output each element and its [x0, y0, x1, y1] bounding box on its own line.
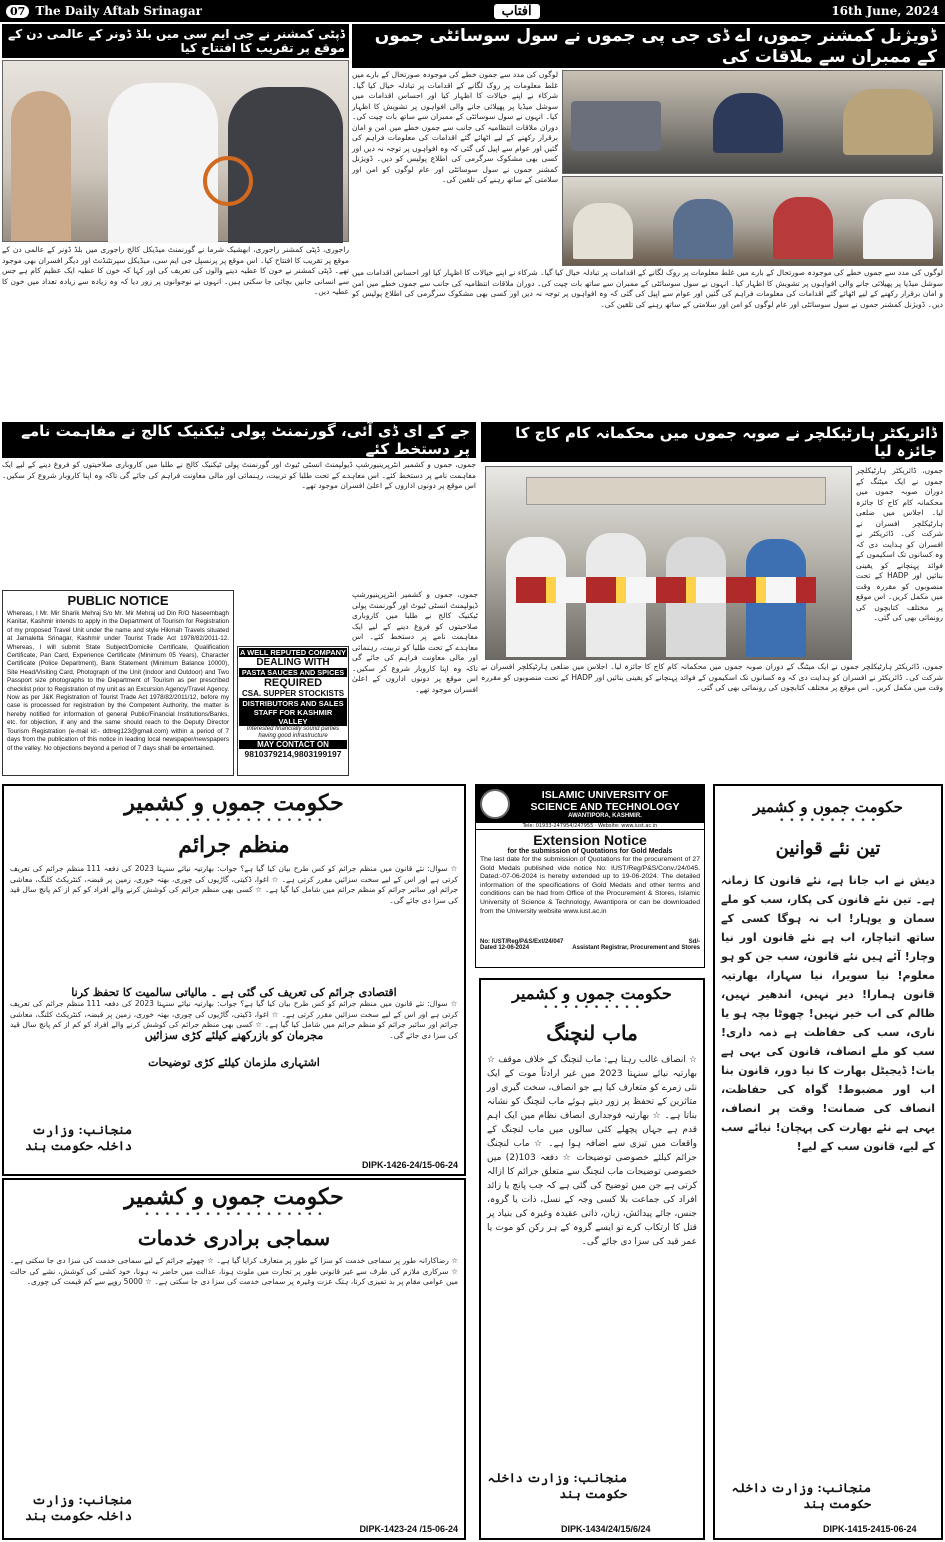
story1-photo-bottom — [562, 176, 943, 266]
govt4-dots: • • • • • • • • • • — [779, 816, 877, 826]
public-notice — [2, 590, 234, 776]
govt1-body: ☆ سوال: نئے قانون میں منظم جرائم کو کس طرح بیان کیا گیا ہے؟ جواب: بھارتیہ نیائے سنہتا 2023 کی دفعہ 111 منظم جرائم کی تعریف کرتی ہے اور اس کے لیے سخت سزائیں مقرر کرتی ہے۔ ☆ اغوا، ڈکیتی، گاڑیوں کی چوری، بھتہ خوری، زمین پر قبضہ، کنٹریکٹ کلنگ، معاشی جرائم اور سائبر جرائم کو منظم جرائم میں شامل کیا گیا ہے۔ ☆ کسی بھی منظم جرائم کی کوشش کرنے والے افراد کو کم از کم پانچ سال قید کی سزا دی جائے گی۔ — [10, 864, 458, 905]
govt-ad-mob-lynching — [479, 978, 705, 1540]
story2-photo — [2, 60, 349, 242]
govt3-title: حکومت جموں و کشمیر — [512, 984, 672, 1003]
iust-signer: Assistant Registrar, Procurement and Stores — [572, 945, 700, 951]
story1-headline: ڈویژنل کمشنر جموں، اے ڈی جی پی جموں نے سول سوسائٹی جموں کے ممبران سے ملاقات کی — [352, 24, 945, 68]
story2-headline: ڈپٹی کمشنر نے جی ایم سی میں بلڈ ڈونر کے عالمی دن کے موقع پر تقریب کا افتتاح کیا — [2, 24, 349, 58]
govt1-signature: منجانب: وزارت داخلہ حکومت ہند — [25, 1123, 132, 1153]
iust-title: Extension Notice — [533, 832, 647, 848]
issue-date: 16th June, 2024 — [831, 4, 939, 18]
public-notice-body: Whereas, I Mr. Mir Sharik Mehraj S/o Mr. Mir Mehraj ud Din R/O Naseembagh Kanitar, Kashmir intends to apply in the Department of Tourism for Registration of my proposed Travel Unit under the name and style Hikmah Travels situated at Jamaletta Srinagar, Kashmir under Tourist Trade Act 1978/82/2011-12. Whereas, I will submit State Subject/Domicile Certificate, Qualification Certificate, Pan Card, Experience Certificate (Minimum 05 Years), Character Certificate (Police Department), Bank Statement (Minimum Balance 10000), Site Head/Visiting Card, Photograph of the Unit (Indoor and Outdoor) and Two Passport size photographs to the Department of Tourism as per prescribed checklist prior to Registration of my unit as an Excursion Agency/Travel Agency. Now as per J&K Registration of Tourist Trade Act 1978/82/2011/12, before my case is processed for registration by the Competent Authority, the matter is hereby notified for information of general Public/Financial Institutions/Banks, etc. for objection, if any and the same should reach to the Deputy Director Tourism Registration (e-mail id:- ddtreg123@gmail.com) within a period of 7 days from the publication of this notice in leading local newspaper/newspapers of the valley. No objections beyond a period of 7 days shall be entertained. — [7, 610, 229, 752]
govt2-signature: منجانب: وزارت داخلہ حکومت ہند — [25, 1493, 132, 1523]
govt3-body: ☆ انصاف غالب رہتا ہے: ماب لنچنگ کے خلاف موقف ☆ بھارتیہ نیائے سنہتا 2023 میں غیر ارادتاً موت کے ایک نئی زمرے کو متعارف کیا ہے جو انصاف، سخت گیری اور متاثرین کے تحفظ پر زور دیتے ہوئے ماب لنچنگ کو نشانہ بناتا ہے۔ ☆ بھارتیہ فوجداری انصاف نظام میں ایک اہم قدم ہے جہاں پچھلے کئی سالوں میں ماب لنچنگ کے واقعات میں تیزی سے اضافہ ہوا ہے۔ ☆ ماب لنچنگ جرائم کیلئے خصوصی توضیحات ☆ دفعہ 103(2) میں خصوصی توضیحات ماب لنچنگ سے متعلق جرائم کا ازالہ کرتی ہے جن میں توضیح کی گئی ہے کہ جب پانچ یا زائد افراد کی جماعت بلا کسی وجہ کے نسل، ذات یا گروہ، جنس، جائے پیدائش، زبان، ذاتی عقیدہ وغیرہ کی بنیاد پر قتل کا ارتکاب کرے تو ایسے گروہ کے ہر رکن کو موت یا عمر قید کی سزا دی جائے گی۔ — [487, 1055, 697, 1247]
iust-contact: Tele: 01933-247954/247955 · Website: www.iust.ac.in — [476, 823, 704, 830]
story2-body: راجوری، ڈپٹی کمشنر راجوری، ابھشیک شرما نے گورنمنٹ میڈیکل کالج راجوری میں بلڈ ڈونر کے عالمی دن کے موقع پر تقریب کا افتتاح کیا۔ اس موقع پر پرنسپل جی ایم سی، میڈیکل سپرنٹنڈنٹ اور دیگر افسران بھی موجود تھے۔ ڈپٹی کمشنر نے خون کا عطیہ دینے والوں کی تعریف کی اور کہا کہ خون کا عطیہ ایک عظیم کام ہے جس سے انسانی جانیں بچائی جا سکتی ہیں۔ انہوں نے نوجوانوں پر زور دیا کہ وہ زیادہ سے زیادہ تعداد میں خون کا عطیہ دیں۔ — [2, 245, 349, 296]
ad-line7: Interested financially sound parties having good infrastructure — [246, 726, 340, 739]
ad-contact: MAY CONTACT ON — [239, 740, 347, 749]
govt-ad-three-new-laws — [713, 784, 943, 1540]
govt1-subtitle: منظم جرائم — [178, 832, 290, 858]
govt4-subtitle: تین نئے قوانین — [775, 838, 881, 859]
govt4-code: DIPK-1415-2415-06-24 — [823, 1524, 917, 1534]
paper-name: The Daily Aftab Srinagar — [35, 4, 202, 18]
company-ad — [237, 646, 349, 776]
story3-photo — [485, 466, 852, 660]
ad-line6: STAFF FOR KASHMIR VALLEY — [239, 708, 347, 726]
govt1-sub3: اشتہاری ملزمان کیلئے کڑی توضیحات — [148, 1056, 320, 1069]
govt2-body: ☆ رضاکارانہ طور پر سماجی خدمت کو سزا کے طور پر متعارف کرایا گیا ہے۔ ☆ چھوٹے جرائم کے لیے سماجی خدمت کی سزا دی جا سکتی ہے۔ ☆ سرکاری ملازم کی طرف سے غیر قانونی طور پر تجارت میں ملوث ہونا، عدالت میں حاضر نہ ہونا، خود کشی کی کوشش، نشے کی حالت میں عوامی مقام پر بد تمیزی کرنا، ہتک عزت وغیرہ پر سماجی خدمت کی سزا دی جا سکتی ہے۔ ☆ 5000 روپے سے کم قیمت کی چوری۔ — [10, 1256, 458, 1286]
story3-headline: ڈائریکٹر ہارٹیکلچر نے صوبہ جموں میں محکمانہ کام کاج کا جائزہ لیا — [481, 422, 943, 462]
ad-line5: DISTRIBUTORS AND SALES — [239, 699, 347, 708]
ad-phone: 9810379214,9803199197 — [244, 749, 342, 759]
masthead-bar — [0, 0, 945, 22]
govt3-signature: منجانب: وزارت داخلہ حکومت ہند — [487, 1471, 627, 1501]
govt2-subtitle: سماجی برادری خدمات — [137, 1226, 331, 1250]
story4-headline: جے کے ای ڈی آئی، گورنمنٹ پولی ٹیکنیک کالج نے مفاہمت نامے پر دستخط کئے — [2, 422, 476, 458]
govt2-title: حکومت جموں و کشمیر — [124, 1184, 344, 1210]
ad-line3: REQUIRED — [263, 677, 323, 689]
govt3-subtitle: ماب لنچنگ — [546, 1021, 638, 1045]
govt4-title: حکومت جموں و کشمیر — [753, 798, 903, 816]
govt2-dots: • • • • • • • • • • • • • • • • • • — [144, 1210, 324, 1220]
ad-line4: CSA. SUPPER STOCKISTS — [239, 689, 347, 699]
govt4-signature: منجانب: وزارت داخلہ حکومت ہند — [731, 1481, 871, 1511]
story4-body-col2: جموں، جموں و کشمیر انٹرپرینیورشپ ڈیولپمنٹ انسٹی ٹیوٹ اور گورنمنٹ پولی ٹیکنیک کالج نے طلبا میں کاروباری صلاحیتوں کو فروغ دینے کے لیے ایک مفاہمت نامے پر دستخط کئے۔ اس معاہدے کے تحت طلبا کو تربیت، رہنمائی اور مالی معاونت فراہم کی جائے گی تاکہ وہ اپنا کاروبار شروع کر سکیں۔ اس موقع پر دونوں اداروں کے اعلیٰ افسران موجود تھے۔ — [352, 590, 478, 694]
iust-name1: ISLAMIC UNIVERSITY OF — [541, 789, 669, 801]
story1-body-col2: لوگوں کی مدد سے جموں خطے کی موجودہ صورتحال کے بارے میں غلط معلومات پر روک لگانے کے اقدامات پر تبادلہ خیال کیا گیا۔ شرکاء نے اپنے خیالات کا اظہار کیا اور احساس اقدامات میں سوشل میڈیا پر پھیلائی جانے والی افواہوں پر تشویش کا اظہار کیا۔ انہوں نے سول سوسائٹی کے ممبران سے ساتھ بات چیت کی۔ دوران ملاقات انتظامیہ کی جانب سے جموں خطے میں امن و امان برقرار رکھنے کے لیے اٹھائے گئے اقدامات کی معلومات فراہم کی گئیں اور عوام سے اپیل کی گئی کہ وہ افواہوں پر توجہ نہ دیں اور کسی بھی مشکوک سرگرمی کی اطلاع پولیس کو دیں۔ ڈویژنل کمشنر جموں نے سول سوسائٹی اور عام لوگوں کو امن اور سلامتی کے ساتھ رہنے کی تلقین کی۔ — [352, 268, 943, 309]
govt4-body: دیش نے اب جانا ہے، نئے قانون کا زمانہ ہے۔ تین نئے قانون کی پکار، سب کو ملے سمان و یوہار! اب نہ ہوگا کسی کے ساتھ اتیاچار، اب ہے نئے قانون اور نیا وچار! آئے ہیں نئے قانون، سب جن کو ہو معلوم! نیا سویرا، نیا سہارا، بھارتیہ قانون ہمارا! دیر نہیں، اندھیر نہیں، ظالم کی اب خیر نہیں! چھوٹا بچہ ہو یا ناری، سب کی حفاظت ہے ذمہ داری! سب کو ملے انصاف، قانون کی یہی ہے بات! ڈیجیٹل بھارت کا نیا دور، قانون بنا اب اور مضبوط! گواہ کی حفاظت، انصاف کی ضمانت! وقت پر انصاف، یہی ہے نئے بھارت کی پہچان! نیائے سب کے لیے، قانون سب کے لیے! — [721, 874, 935, 1153]
iust-body: The last date for the submission of Quotations for the procurement of 27 Gold Medals published vide notice No: IUST/Reg/P&S/Conv./24/045. Dated:-07-06-2024 is hereby extended up to 19-06-2024. The detailed information of the specifications of Gold Medals and other terms and conditions can be had from Office of the Procurement & Stores, Islamic University of Science & Technology, Awantipora or can be downloaded from the University website www.iust.ac.in — [480, 856, 700, 915]
public-notice-title: PUBLIC NOTICE — [67, 593, 169, 608]
govt1-sub2: مجرمان کو بازرکھنے کیلئے کڑی سزائیں — [144, 1029, 324, 1042]
iust-place: AWANTIPORA, KASHMIR. — [568, 813, 642, 819]
story3-body-col1: جموں، ڈائریکٹر ہارٹیکلچر جموں نے ایک میٹنگ کے دوران صوبہ جموں میں محکمانہ کام کاج کا جائزہ لیا۔ اجلاس میں ضلعی ہارٹیکلچر افسران نے شرکت کی۔ ڈائریکٹر نے افسران کو ہدایت دی کہ وہ کسانوں تک اسکیموں کے فوائد پہنچانے کو یقینی بنائیں اور HADP کے تحت منصوبوں کو مقررہ وقت میں مکمل کریں۔ اس موقع پر مختلف کتابچوں کی رونمائی بھی کی گئی۔ — [856, 466, 943, 622]
page-number: 07 — [6, 5, 29, 18]
story3-body-col2: جموں، ڈائریکٹر ہارٹیکلچر جموں نے ایک میٹنگ کے دوران صوبہ جموں میں محکمانہ کام کاج کا جائزہ لیا۔ اجلاس میں ضلعی ہارٹیکلچر افسران نے شرکت کی۔ ڈائریکٹر نے افسران کو ہدایت دی کہ وہ کسانوں تک اسکیموں کے فوائد پہنچانے کو یقینی بنائیں اور HADP کے تحت منصوبوں کو مقررہ وقت میں مکمل کریں۔ اس موقع پر مختلف کتابچوں کی رونمائی بھی کی گئی۔ — [481, 662, 943, 692]
govt1-title: حکومت جموں و کشمیر — [124, 790, 344, 816]
govt-ad-organised-crime — [2, 784, 466, 1176]
iust-subtitle: for the submission of Quotations for Gold Medals — [507, 848, 673, 855]
iust-ref: No: IUST/Reg/P&S/Ext/24/047 — [480, 939, 564, 945]
paper-logo: آفتاب — [494, 4, 540, 19]
iust-extension-notice — [475, 784, 705, 968]
story1-photo-top — [562, 70, 943, 174]
govt3-dots: • • • • • • • • • • — [543, 1003, 641, 1013]
iust-date: Dated 12-06-2024 — [480, 945, 530, 951]
govt-ad-community-service — [2, 1178, 466, 1540]
ad-line1: DEALING WITH — [256, 657, 330, 668]
university-seal-icon — [480, 789, 510, 819]
govt2-code: DIPK-1423-24 /15-06-24 — [359, 1524, 458, 1534]
govt1-sub1: اقتصادی جرائم کی تعریف کی گئی ہے ۔ مالیاتی سالمیت کا تحفظ کرنا — [71, 986, 397, 999]
story4-body: جموں، جموں و کشمیر انٹرپرینیورشپ ڈیولپمنٹ انسٹی ٹیوٹ اور گورنمنٹ پولی ٹیکنیک کالج نے طلبا میں کاروباری صلاحیتوں کو فروغ دینے کے لیے ایک مفاہمت نامے پر دستخط کئے۔ اس معاہدے کے تحت طلبا کو تربیت، رہنمائی اور مالی معاونت فراہم کی جائے گی تاکہ وہ اپنا کاروبار شروع کر سکیں۔ اس موقع پر دونوں اداروں کے اعلیٰ افسران موجود تھے۔ — [2, 460, 476, 490]
iust-sd: Sd/- — [688, 939, 700, 945]
govt1-body2: ☆ سوال: نئے قانون میں منظم جرائم کو کس طرح بیان کیا گیا ہے؟ جواب: بھارتیہ نیائے سنہتا 2023 کی دفعہ 111 منظم جرائم کی تعریف کرتی ہے اور اس کے لیے سخت سزائیں مقرر کرتی ہے۔ ☆ اغوا، ڈکیتی، گاڑیوں کی چوری، بھتہ خوری، زمین پر قبضہ، کنٹریکٹ کلنگ، معاشی جرائم اور سائبر جرائم کو منظم جرائم میں شامل کیا گیا ہے۔ ☆ کسی بھی منظم جرائم کی کوشش کرنے والے افراد کو کم از کم پانچ سال قید کی سزا دی جائے گی۔ — [10, 999, 458, 1040]
govt1-code: DIPK-1426-24/15-06-24 — [361, 1160, 458, 1170]
govt1-dots: • • • • • • • • • • • • • • • • • • — [144, 816, 324, 826]
govt3-code: DIPK-1434/24/15/6/24 — [561, 1524, 651, 1534]
story1-body-col1: لوگوں کی مدد سے جموں خطے کی موجودہ صورتحال کے بارے میں غلط معلومات پر روک لگانے کے اقدامات پر تبادلہ خیال کیا گیا۔ شرکاء نے اپنے خیالات کا اظہار کیا اور احساس اقدامات میں سوشل میڈیا پر پھیلائی جانے والی افواہوں پر تشویش کا اظہار کیا۔ انہوں نے سول سوسائٹی کے ممبران سے ساتھ بات چیت کی۔ دوران ملاقات انتظامیہ کی جانب سے جموں خطے میں امن و امان برقرار رکھنے کے لیے اٹھائے گئے اقدامات کی معلومات فراہم کی گئیں اور عوام سے اپیل کی گئی کہ وہ افواہوں پر توجہ نہ دیں اور کسی بھی مشکوک سرگرمی کی اطلاع پولیس کو دیں۔ ڈویژنل کمشنر جموں نے سول سوسائٹی اور عام لوگوں کو امن اور سلامتی کے ساتھ رہنے کی تلقین کی۔ — [352, 70, 558, 184]
iust-name2: SCIENCE AND TECHNOLOGY — [530, 801, 680, 813]
ad-line2: PASTA SAUCES AND SPICES — [239, 668, 347, 677]
ad-title: A WELL REPUTED COMPANY — [239, 648, 347, 657]
